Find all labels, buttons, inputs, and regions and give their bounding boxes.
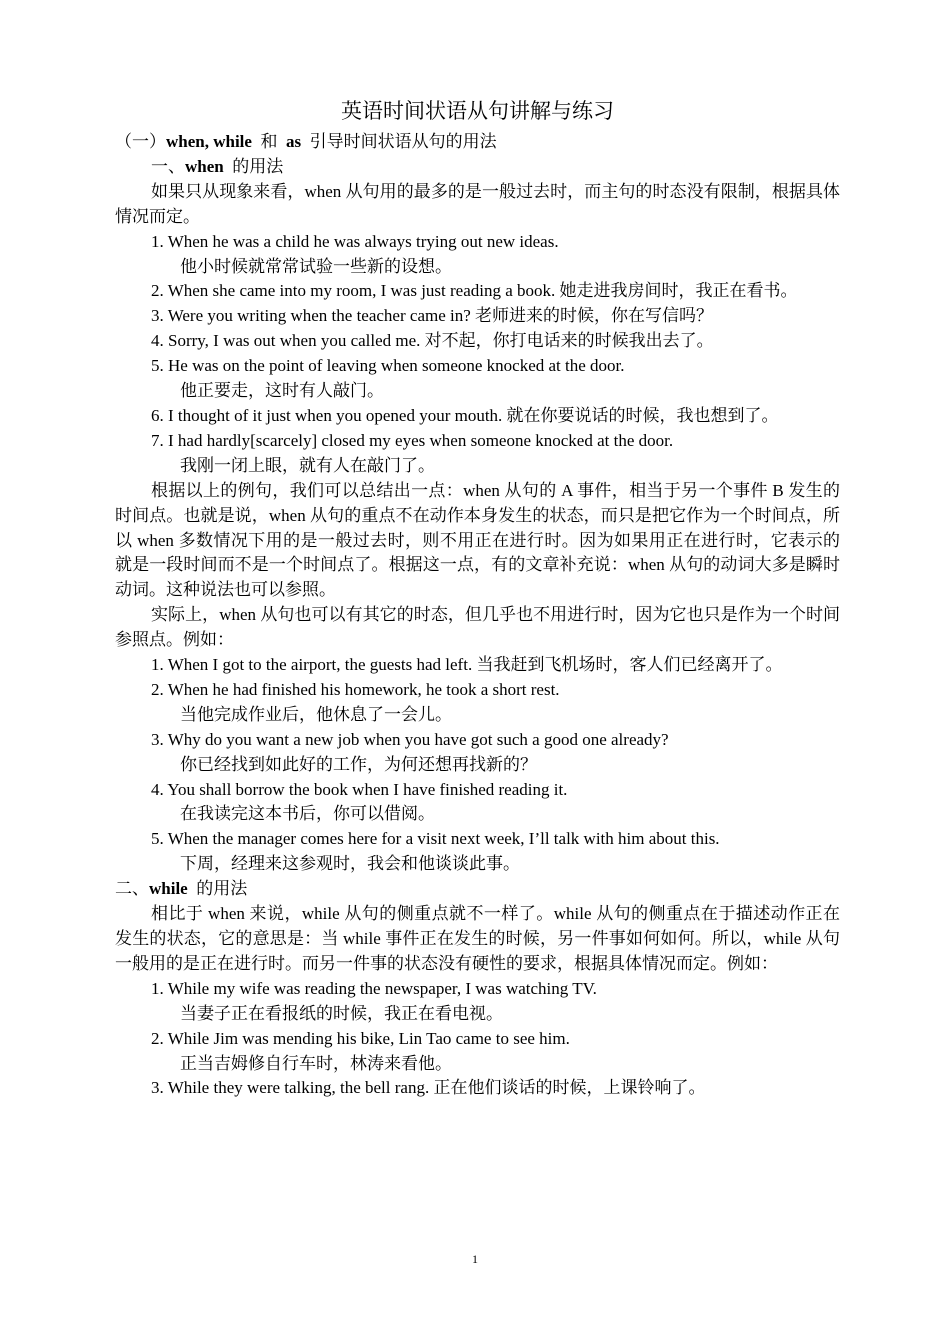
example-sentence: 2. When he had finished his homework, he took a short rest. <box>151 679 560 699</box>
example-translation: 当他完成作业后，他休息了一会儿。 <box>180 704 452 724</box>
example-translation: 正当吉姆修自行车时，林涛来看他。 <box>180 1053 452 1073</box>
example-sentence: 3. While they were talking, the bell rang. 正在他们谈话的时候，上课铃响了。 <box>151 1078 706 1098</box>
section-when-heading <box>115 155 840 180</box>
document-page <box>115 96 840 1101</box>
document-title: 英语时间状语从句讲解与练习 <box>341 99 614 123</box>
example-sentence: 3. Why do you want a new job when you have got such a good one already? <box>151 729 669 749</box>
when-examples-list <box>115 230 840 479</box>
section-while-keyword: while <box>149 879 188 899</box>
example-sentence: 4. You shall borrow the book when I have finished reading it. <box>151 779 568 799</box>
section-when-keyword: when <box>185 156 224 176</box>
example-translation: 下周，经理来这参观时，我会和他谈谈此事。 <box>180 854 520 874</box>
example-translation: 当妻子正在看报纸的时候，我正在看电视。 <box>180 1003 503 1023</box>
summary-paragraph-2: 实际上，when 从句也可以有其它的时态，但几乎也不用进行时，因为它也只是作为一个时间参照点。例如： <box>115 605 840 650</box>
section-while-suffix: 的用法 <box>187 879 248 899</box>
part1-prefix: （一） <box>115 132 166 151</box>
section-when-prefix: 一、 <box>151 156 185 176</box>
example-sentence: 1. While my wife was reading the newspaper, I was watching TV. <box>151 978 597 998</box>
while-examples-list <box>115 977 840 1102</box>
example-sentence: 5. When the manager comes here for a visit next week, I’ll talk with him about this. <box>151 829 720 849</box>
page-number: 1 <box>472 1252 478 1266</box>
example-sentence: 2. When she came into my room, I was just reading a book. 她走进我房间时，我正在看书。 <box>151 281 798 301</box>
part1-keyword-when-while: when, while <box>166 132 252 151</box>
intro-when-paragraph: 如果只从现象来看，when 从句用的最多的是一般过去时，而主句的时态没有限制，根据具体情况而定。 <box>115 181 840 226</box>
example-sentence: 5. He was on the point of leaving when someone knocked at the door. <box>151 356 625 376</box>
example-sentence: 4. Sorry, I was out when you called me. 对不起，你打电话来的时候我出去了。 <box>151 331 714 351</box>
part1-keyword-as: as <box>285 132 302 151</box>
example-sentence: 7. I had hardly[scarcely] closed my eyes when someone knocked at the door. <box>151 430 674 450</box>
section-while-prefix: 二、 <box>115 879 149 899</box>
when-examples-list-2 <box>115 653 840 877</box>
summary-paragraph-1: 根据以上的例句，我们可以总结出一点：when 从句的 A 事件，相当于另一个事件 B 发生的时间点。也就是说，when 从句的重点不在动作本身发生的状态，而只是把它作为一个时间点，所以 when 多数情况下用的是一般过去时，则不用正在进行时。因为如果用正在进行时，它表示的就是一段时间而不是一个时间点了。根据这一点，有的文章补充说：when 从句的动词大多是瞬时动词。这种说法也可以参照。 <box>115 480 840 600</box>
example-translation: 你已经找到如此好的工作，为何还想再找新的？ <box>180 754 537 774</box>
example-sentence: 1. When I got to the airport, the guests had left. 当我赶到飞机场时，客人们已经离开了。 <box>151 655 783 675</box>
example-sentence: 2. While Jim was mending his bike, Lin Tao came to see him. <box>151 1028 570 1048</box>
section-while-heading <box>115 877 840 902</box>
part1-suffix: 引导时间状语从句的用法 <box>301 132 497 151</box>
example-sentence: 3. Were you writing when the teacher came in? 老师进来的时候，你在写信吗？ <box>151 306 714 326</box>
part1-mid: 和 <box>251 132 286 151</box>
section-when-suffix: 的用法 <box>223 156 284 176</box>
example-sentence: 6. I thought of it just when you opened your mouth. 就在你要说话的时候，我也想到了。 <box>151 405 779 425</box>
example-translation: 在我读完这本书后，你可以借阅。 <box>180 804 435 824</box>
example-translation: 他小时候就常常试验一些新的设想。 <box>180 256 452 276</box>
intro-while-paragraph: 相比于 when 来说，while 从句的侧重点就不一样了。while 从句的侧重点在于描述动作正在发生的状态，它的意思是：当 while 事件正在发生的时候，另一件事如何如何。所以，while 从句一般用的是正在进行时。而另一件事的状态没有硬性的要求，根据具体情况而定。例如： <box>115 904 840 973</box>
example-translation: 我刚一闭上眼，就有人在敲门了。 <box>180 455 435 475</box>
example-translation: 他正要走，这时有人敲门。 <box>180 381 384 401</box>
example-sentence: 1. When he was a child he was always trying out new ideas. <box>151 231 559 251</box>
part1-heading <box>115 130 840 155</box>
